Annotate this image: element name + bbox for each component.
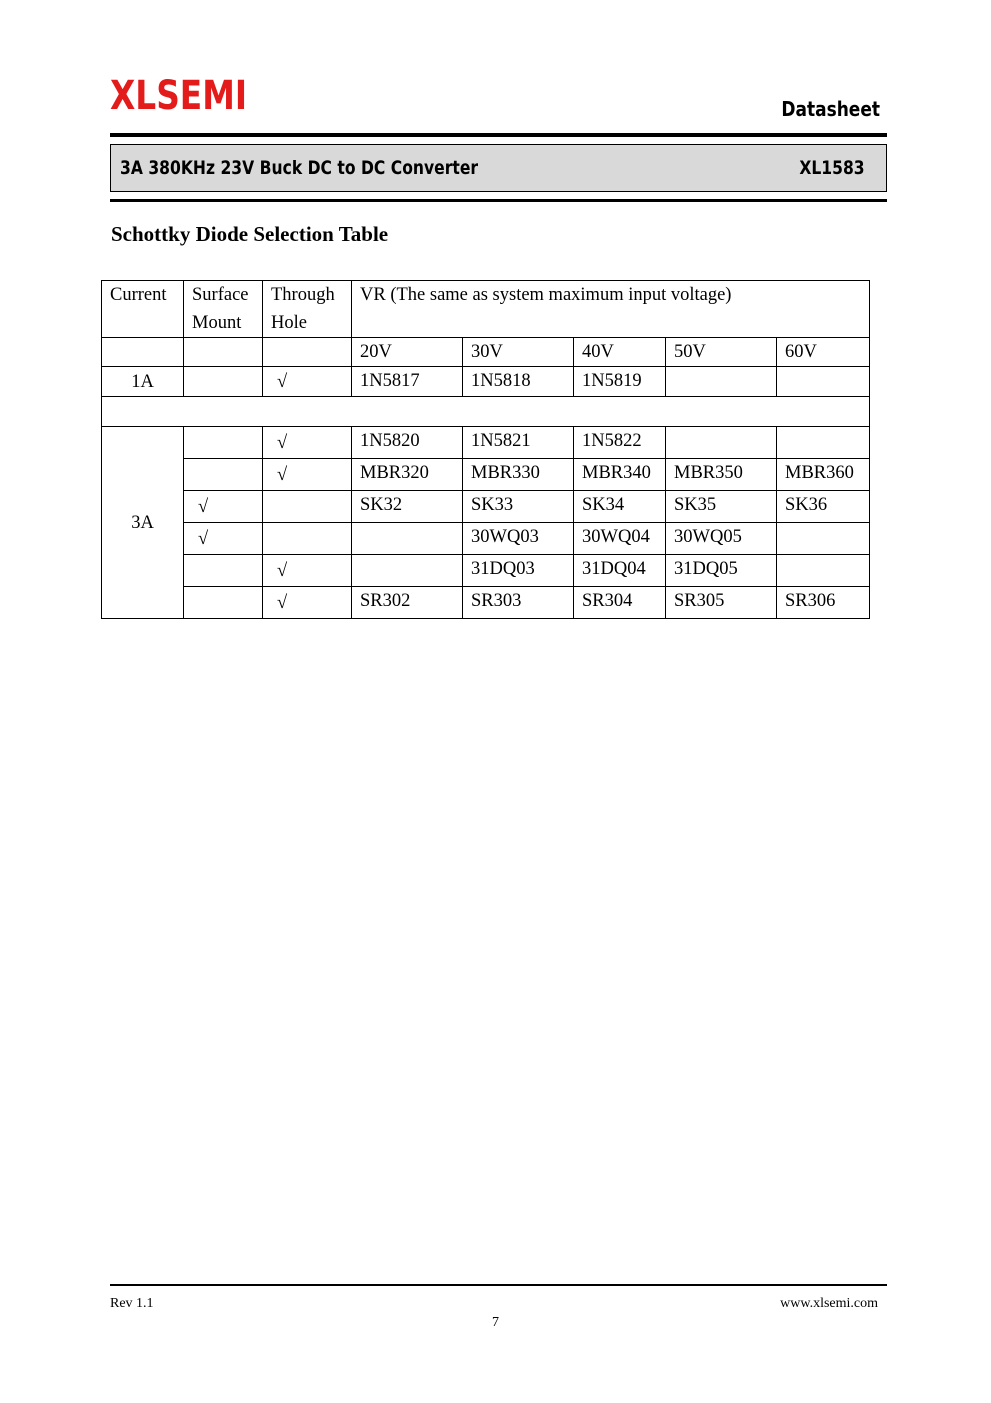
table-header-row xyxy=(102,281,870,338)
through-check-cell: √ xyxy=(263,459,352,491)
part-cell: SR306 xyxy=(777,587,870,619)
through-check-cell: √ xyxy=(263,427,352,459)
part-cell: SK36 xyxy=(777,491,870,523)
part-cell: 31DQ03 xyxy=(463,555,574,587)
part-number: XL1583 xyxy=(799,157,865,179)
table-row xyxy=(102,427,870,459)
current-cell: 1A xyxy=(102,367,184,397)
part-cell xyxy=(352,555,463,587)
current-cell: 3A xyxy=(102,427,184,619)
part-cell xyxy=(666,427,777,459)
through-check-cell: √ xyxy=(263,367,352,397)
voltage-row xyxy=(102,338,870,367)
part-cell: 1N5817 xyxy=(352,367,463,397)
surface-check-cell xyxy=(184,555,263,587)
part-cell: MBR350 xyxy=(666,459,777,491)
table-row xyxy=(102,587,870,619)
title-bar xyxy=(110,144,887,192)
part-cell: SK35 xyxy=(666,491,777,523)
table-row xyxy=(102,523,870,555)
revision-label: Rev 1.1 xyxy=(110,1296,154,1311)
through-check-cell xyxy=(263,523,352,555)
table-row xyxy=(102,555,870,587)
part-cell: 30WQ05 xyxy=(666,523,777,555)
through-check-cell: √ xyxy=(263,555,352,587)
voltage-cell: 30V xyxy=(463,338,574,367)
part-cell: 31DQ04 xyxy=(574,555,666,587)
part-cell xyxy=(352,523,463,555)
page-number: 7 xyxy=(492,1315,499,1330)
part-cell: MBR330 xyxy=(463,459,574,491)
surface-check-cell: √ xyxy=(184,491,263,523)
part-cell xyxy=(777,427,870,459)
part-cell xyxy=(777,367,870,397)
part-cell: SK33 xyxy=(463,491,574,523)
part-cell: SK34 xyxy=(574,491,666,523)
header-surface-mount: Surface Mount xyxy=(184,281,263,338)
surface-check-cell xyxy=(184,427,263,459)
part-cell: MBR340 xyxy=(574,459,666,491)
voltage-cell: 50V xyxy=(666,338,777,367)
part-cell: MBR320 xyxy=(352,459,463,491)
company-logo: XLSEMI xyxy=(110,73,248,119)
surface-check-cell: √ xyxy=(184,523,263,555)
voltage-cell: 20V xyxy=(352,338,463,367)
part-cell: 1N5822 xyxy=(574,427,666,459)
table-row xyxy=(102,367,870,397)
part-cell: SR304 xyxy=(574,587,666,619)
product-title: 3A 380KHz 23V Buck DC to DC Converter xyxy=(120,157,479,179)
through-check-cell xyxy=(263,491,352,523)
part-cell: 31DQ05 xyxy=(666,555,777,587)
part-cell: SR303 xyxy=(463,587,574,619)
footer-rule xyxy=(110,1284,887,1286)
part-cell: 30WQ03 xyxy=(463,523,574,555)
part-cell xyxy=(777,555,870,587)
voltage-cell: 60V xyxy=(777,338,870,367)
header-vr: VR (The same as system maximum input voltage) xyxy=(352,281,870,338)
website-link[interactable]: www.xlsemi.com xyxy=(780,1296,878,1311)
part-cell: MBR360 xyxy=(777,459,870,491)
header-through-hole: Through Hole xyxy=(263,281,352,338)
separator-row xyxy=(102,397,870,427)
doc-type-label: Datasheet xyxy=(781,97,880,121)
header-current: Current xyxy=(102,281,184,338)
part-cell xyxy=(666,367,777,397)
header-rule xyxy=(110,133,887,137)
part-cell: SR302 xyxy=(352,587,463,619)
part-cell: 1N5821 xyxy=(463,427,574,459)
surface-check-cell xyxy=(184,459,263,491)
part-cell: 1N5818 xyxy=(463,367,574,397)
table-row xyxy=(102,459,870,491)
diode-selection-table xyxy=(101,280,870,619)
surface-check-cell xyxy=(184,367,263,397)
part-cell: 30WQ04 xyxy=(574,523,666,555)
voltage-cell: 40V xyxy=(574,338,666,367)
surface-check-cell xyxy=(184,587,263,619)
section-title: Schottky Diode Selection Table xyxy=(111,222,389,246)
part-cell: SK32 xyxy=(352,491,463,523)
part-cell: SR305 xyxy=(666,587,777,619)
part-cell: 1N5820 xyxy=(352,427,463,459)
table-row xyxy=(102,491,870,523)
title-rule xyxy=(110,199,887,202)
part-cell xyxy=(777,523,870,555)
part-cell: 1N5819 xyxy=(574,367,666,397)
through-check-cell: √ xyxy=(263,587,352,619)
